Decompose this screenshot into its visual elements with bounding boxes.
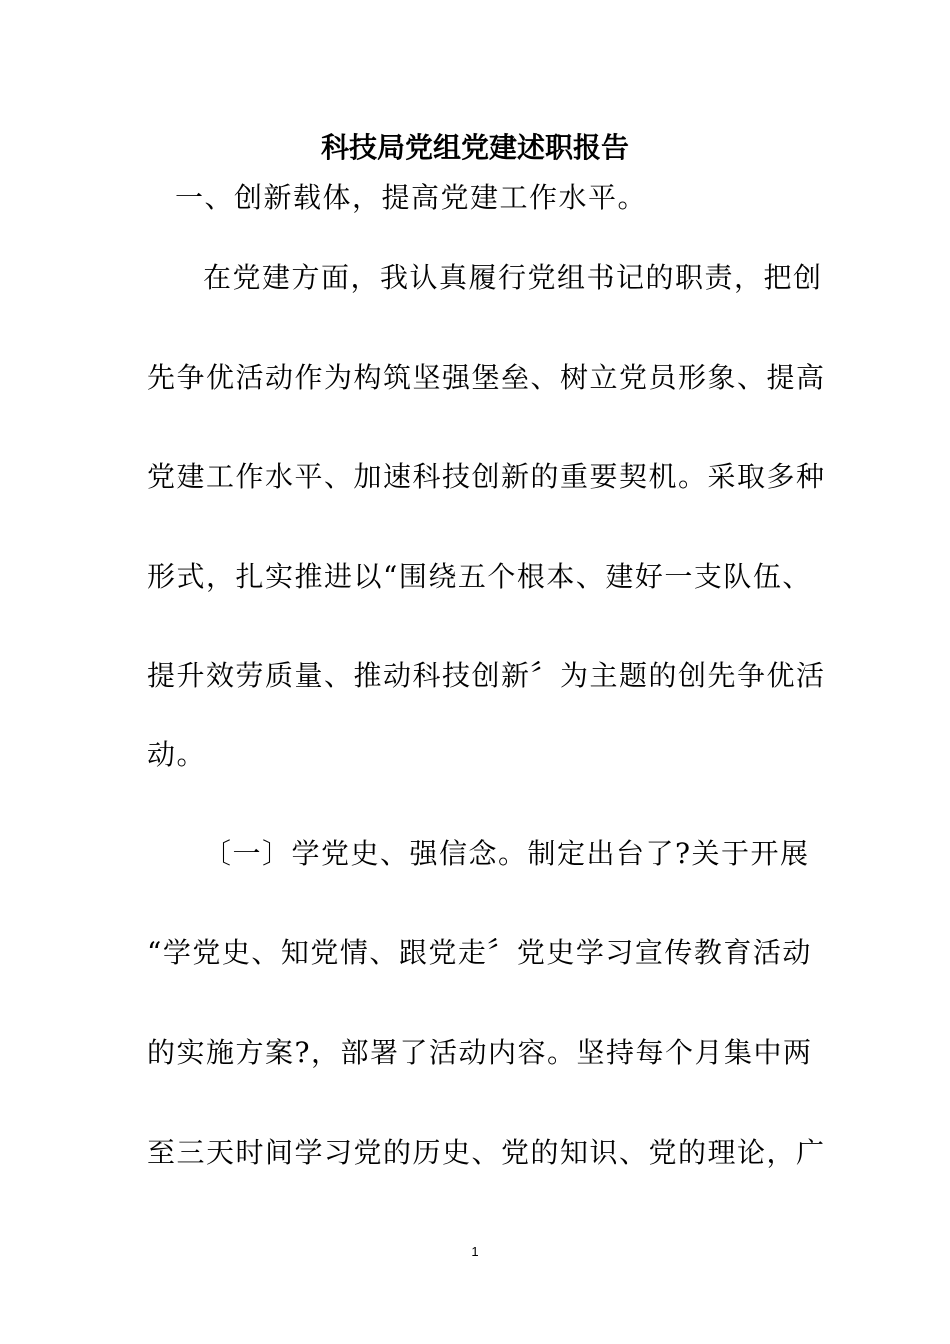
paragraph-line: 提升效劳质量、推动科技创新〞为主题的创先争优活 [147,659,826,692]
document-title: 科技局党组党建述职报告 [320,131,629,164]
page-number: 1 [471,1244,479,1259]
paragraph-line: 在党建方面，我认真履行党组书记的职责，把创 [203,261,823,294]
paragraph-line: 的实施方案?，部署了活动内容。坚持每个月集中两 [147,1036,813,1069]
paragraph-line: 党建工作水平、加速科技创新的重要契机。采取多种 [147,460,826,493]
paragraph-line: 〔一〕学党史、强信念。制定出台了?关于开展 [203,837,810,870]
paragraph-line: 至三天时间学习党的历史、党的知识、党的理论，广 [147,1136,826,1169]
section-heading: 一、创新载体，提高党建工作水平。 [175,181,648,214]
paragraph-line: “学党史、知党情、跟党走〞党史学习宣传教育活动 [147,936,812,969]
paragraph-line: 先争优活动作为构筑坚强堡垒、树立党员形象、提高 [147,361,826,394]
paragraph-line: 动。 [147,738,207,771]
paragraph-line: 形式，扎实推进以“围绕五个根本、建好一支队伍、 [147,560,812,593]
